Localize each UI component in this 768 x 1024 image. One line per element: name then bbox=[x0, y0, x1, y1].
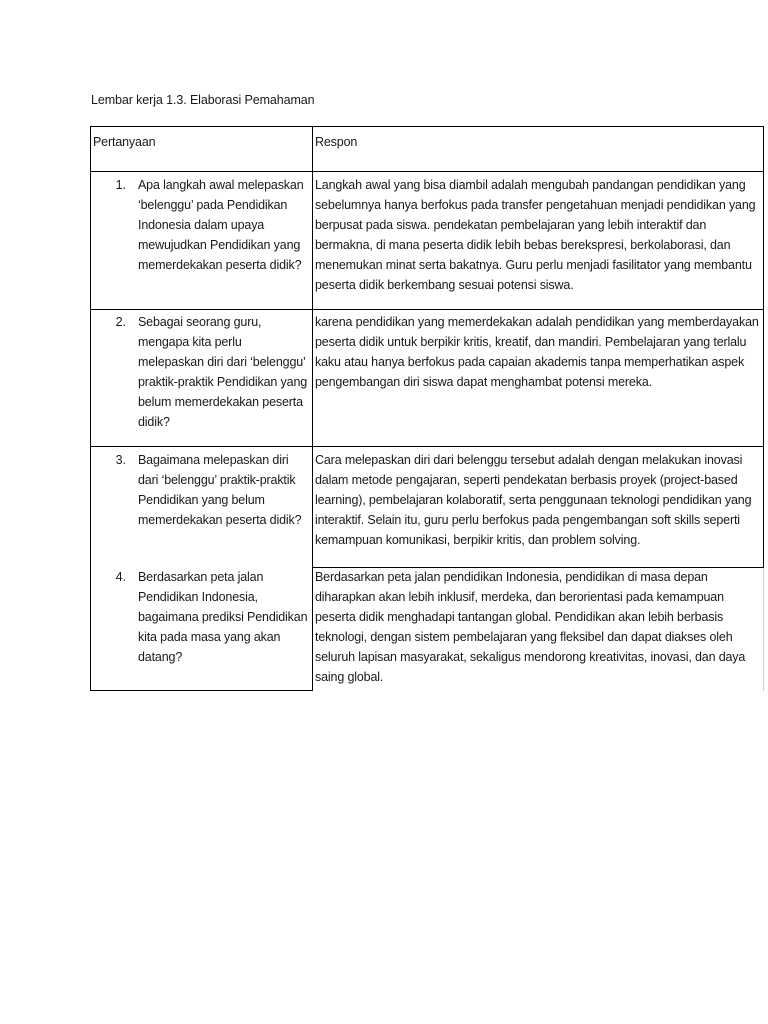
question-text: Apa langkah awal melepaskan ‘belenggu’ pada Pendidikan Indonesia dalam upaya mewujudkan Pendidikan yang memerdekakan peserta didik? bbox=[138, 178, 304, 272]
response-text: karena pendidikan yang memerdekakan adalah pendidikan yang memberdayakan peserta didik untuk berpikir kritis, kreatif, dan mandiri. Pembelajaran yang terlalu kaku atau hanya berfokus pada capaian akademis tanpa memperhatikan aspek pengembangan diri siswa dapat menghambat potensi mereka. bbox=[315, 315, 759, 389]
response-text: Cara melepaskan diri dari belenggu tersebut adalah dengan melakukan inovasi dalam metode pengajaran, seperti pendekatan berbasis proyek (project-based learning), pembelajaran kolaboratif, serta penggunaan teknologi pendidikan yang interaktif. Selain itu, guru perlu berfokus pada pengembangan soft skills seperti kemampuan komunikasi, berpikir kritis, dan problem solving. bbox=[315, 453, 752, 547]
response-text: Langkah awal yang bisa diambil adalah mengubah pandangan pendidikan yang sebelumnya hanya berfokus pada transfer pengetahuan menjadi pendidikan yang berpusat pada siswa. pendekatan pembelajaran yang lebih interaktif dan bermakna, di mana peserta didik lebih bebas berekspresi, berkolaborasi, dan menemukan minat serta bakatnya. Guru perlu menjadi fasilitator yang membantu peserta didik berkembang sesuai potensi siswa. bbox=[315, 178, 756, 292]
table-border-right-faint bbox=[763, 567, 764, 691]
header-respon: Respon bbox=[315, 135, 358, 149]
column-divider bbox=[312, 126, 313, 691]
row-number: 4. bbox=[115, 570, 126, 584]
worksheet-table bbox=[90, 126, 764, 691]
table-border-right bbox=[763, 126, 764, 572]
row-number: 3. bbox=[115, 453, 126, 467]
header-pertanyaan: Pertanyaan bbox=[93, 135, 156, 149]
row-number: 2. bbox=[115, 315, 126, 329]
row-divider-2 bbox=[90, 446, 764, 447]
row-number: 1. bbox=[115, 178, 126, 192]
question-text: Berdasarkan peta jalan Pendidikan Indonesia, bagaimana prediksi Pendidikan kita pada masa yang akan datang? bbox=[138, 570, 308, 664]
question-text: Sebagai seorang guru, mengapa kita perlu melepaskan diri dari ‘belenggu’ praktik-praktik Pendidikan yang belum memerdekakan peserta didik? bbox=[138, 315, 308, 429]
response-text: Berdasarkan peta jalan pendidikan Indonesia, pendidikan di masa depan diharapkan akan lebih inklusif, merdeka, dan berorientasi pada kemampuan peserta didik menghadapi tantangan global. Pendidikan akan lebih berbasis teknologi, dengan sistem pembelajaran yang fleksibel dan dapat diakses oleh seluruh lapisan masyarakat, sekaligus mendorong kreativitas, inovasi, dan daya saing global. bbox=[315, 570, 746, 684]
header-divider bbox=[90, 171, 764, 172]
table-border-top bbox=[90, 126, 764, 127]
page-title: Lembar kerja 1.3. Elaborasi Pemahaman bbox=[91, 93, 315, 107]
row-divider-1 bbox=[90, 309, 764, 310]
question-text: Bagaimana melepaskan diri dari ‘belenggu’ praktik-praktik Pendidikan yang belum memerdekakan peserta didik? bbox=[138, 453, 302, 527]
table-border-left bbox=[90, 126, 91, 691]
table-border-bottom bbox=[90, 690, 313, 691]
